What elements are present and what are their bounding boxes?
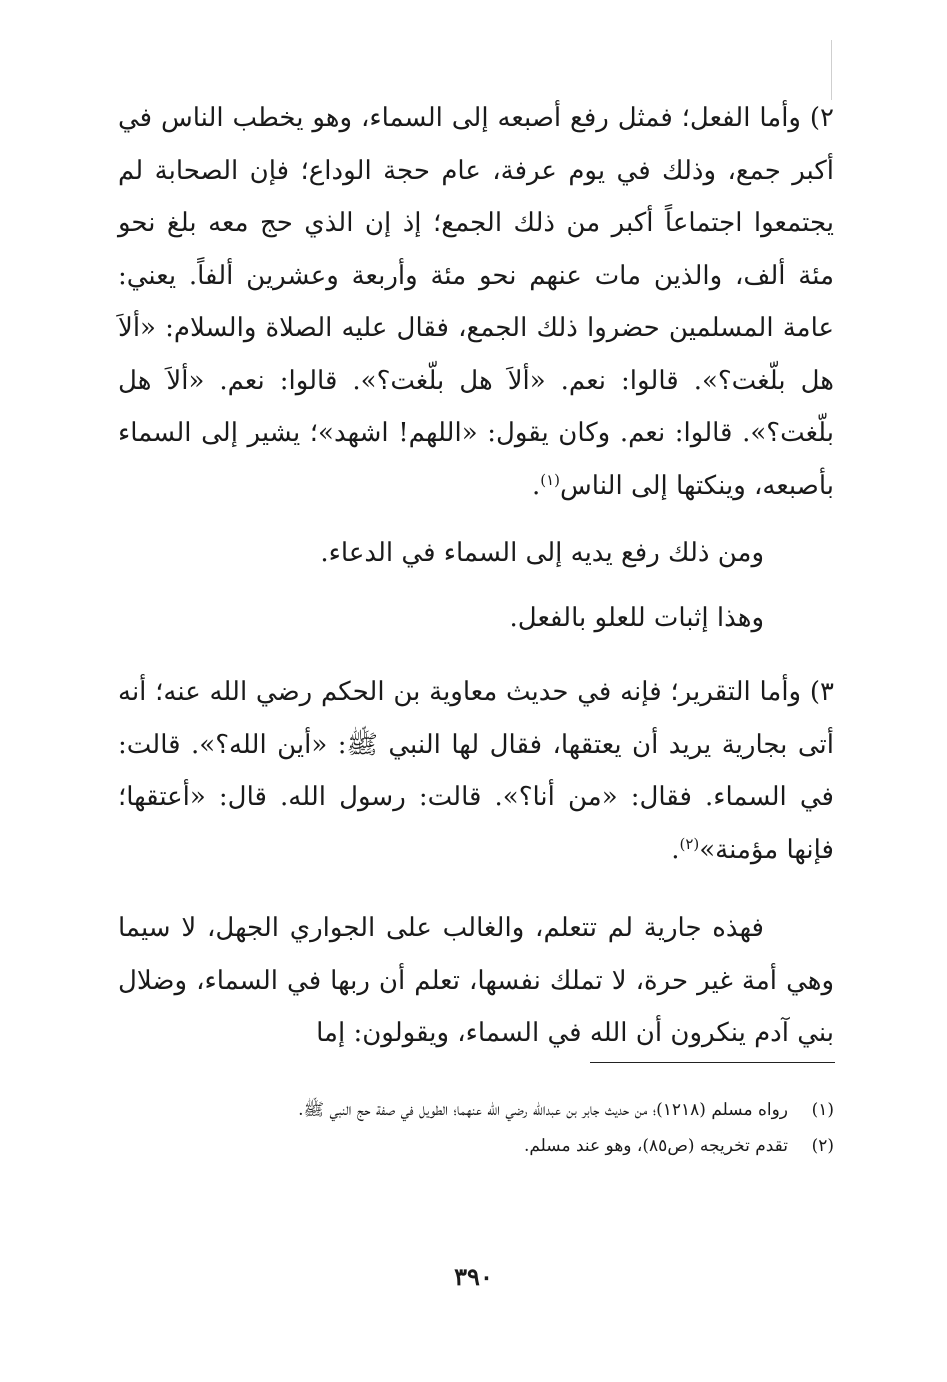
scan-edge-mark <box>831 40 832 100</box>
paragraph-approval <box>118 666 834 876</box>
footnote-ref-2[interactable]: (٢) <box>679 834 700 853</box>
footnote-1 <box>118 1094 834 1126</box>
paragraph-approval-text: ٣) وأما التقرير؛ فإنه في حديث معاوية بن الحكم رضي الله عنه؛ أنه أتى بجارية يريد أن يعتقها، فقال لها النبي ﷺ: «أين الله؟». قالت: في السماء. فقال: «من أنا؟». قالت: رسول الله. قال: «أعتقها؛ فإنها مؤمنة» <box>118 677 834 865</box>
footnotes <box>118 1094 834 1162</box>
paragraph-approval-end: . <box>671 834 680 865</box>
footnote-2-number: (٢) <box>811 1136 834 1156</box>
footnote-ref-1[interactable]: (١) <box>540 470 561 489</box>
footnote-2 <box>118 1130 834 1162</box>
footnote-1-number: (١) <box>811 1100 834 1120</box>
footnote-divider <box>590 1062 835 1063</box>
paragraph-raising-hands: ومن ذلك رفع يديه إلى السماء في الدعاء. <box>320 538 764 568</box>
footnote-2-text: تقدم تخريجه (ص٨٥)، وهو عند مسلم. <box>523 1136 788 1156</box>
main-text <box>118 92 834 1060</box>
paragraph-proof-by-action: وهذا إثبات للعلو بالفعل. <box>509 602 764 633</box>
paragraph-slave-girl: فهذه جارية لم تتعلم، والغالب على الجواري الجهل، لا سيما وهي أمة غير حرة، لا تملك نفسها، تعلم أن ربها في السماء، وضلال بني آدم ينكرون أن الله في السماء، ويقولون: إما <box>118 913 834 1048</box>
footnote-1-text: رواه مسلم (١٢١٨)؛ من حديث جابر بن عبدالله رضي الله عنهما؛ الطويل في صفة حج النبي ﷺ. <box>298 1100 788 1120</box>
paragraph-action-end: . <box>531 470 541 501</box>
paragraph-action <box>118 92 834 512</box>
paragraph-action-text: ٢) وأما الفعل؛ فمثل رفع أصبعه إلى السماء، وهو يخطب الناس في أكبر جمع، وذلك في يوم عرفة، عام حجة الوداع؛ فإن الصحابة لم يجتمعوا اجتماعاً أكبر من ذلك الجمع؛ إذ إن الذي حج معه بلغ نحو مئة ألف، والذين مات عنهم نحو مئة وأربعة وعشرين ألفاً. يعني: عامة المسلمين حضروا ذلك الجمع، فقال عليه الصلاة والسلام: «ألاَ هل بلّغت؟». قالوا: نعم. «ألاَ هل بلّغت؟». قالوا: نعم. «ألاَ هل بلّغت؟». قالوا: نعم. وكان يقول: «اللهم! اشهد»؛ يشير إلى السماء بأصبعه، وينكتها إلى الناس <box>118 103 834 501</box>
page-number: ٣٩٠ <box>454 1262 493 1291</box>
